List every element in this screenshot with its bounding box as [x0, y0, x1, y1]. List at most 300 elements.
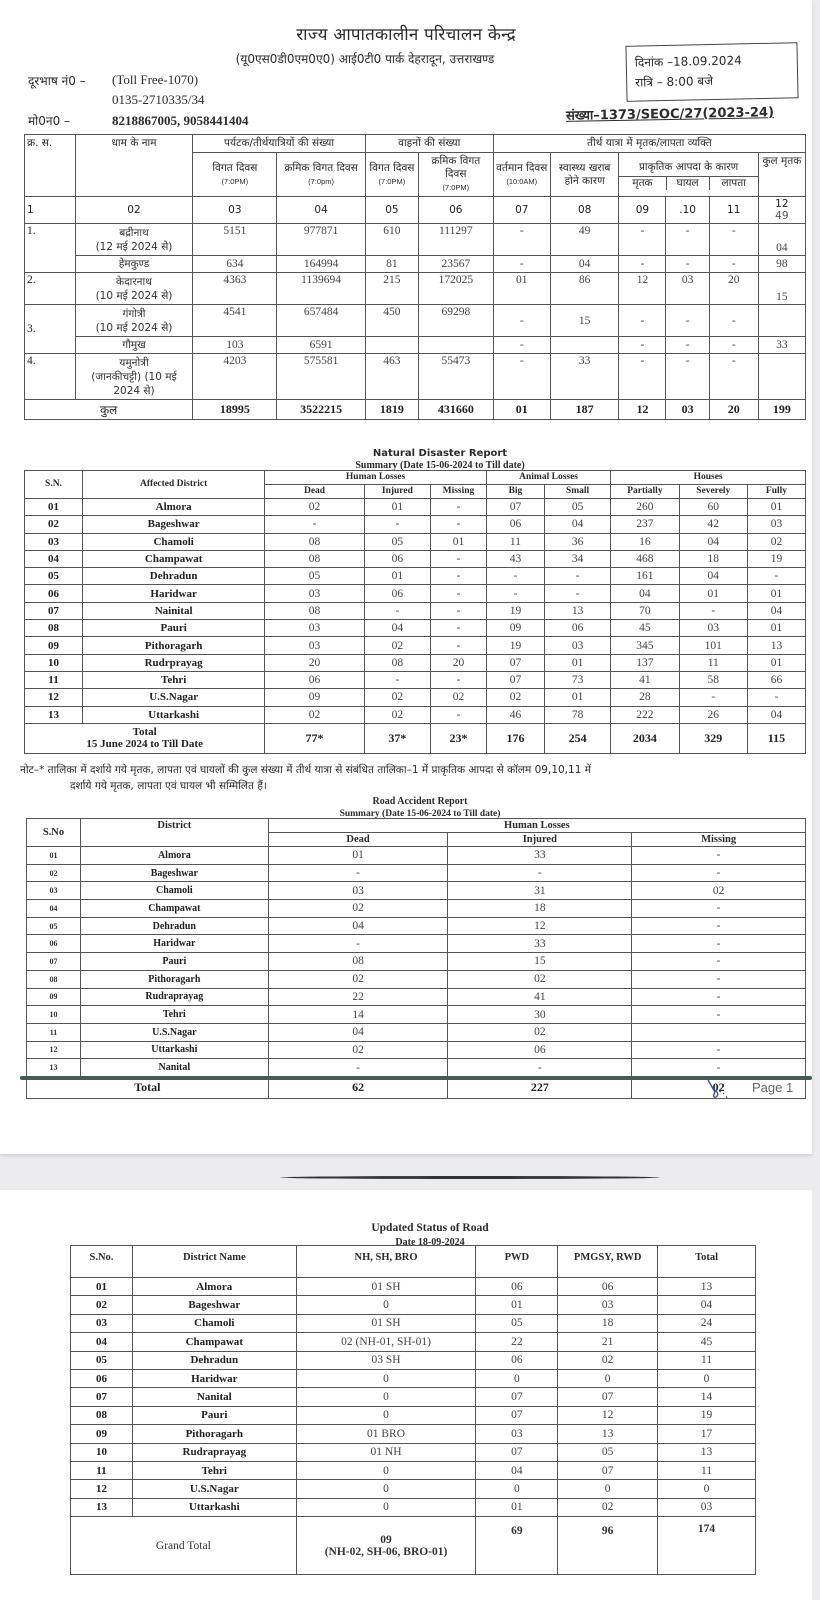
total-cell: 62 [268, 1076, 448, 1098]
cell: 15 [758, 273, 805, 305]
header-total-dead: कुल मृतक [758, 153, 805, 197]
header-vehicles: वाहनों की संख्या [365, 135, 493, 153]
injured-cell: - [364, 602, 430, 619]
total-cell: 1819 [365, 400, 418, 420]
cell: 4541 [193, 305, 277, 337]
nh-cell: 0 [296, 1480, 476, 1498]
total-row [25, 400, 806, 420]
sno-cell: 08 [27, 970, 81, 988]
road-accident-subtitle: Summary (Date 15-06-2024 to Till date) [339, 809, 501, 819]
sno-cell: 11 [71, 1461, 133, 1479]
sno-cell: 11 [27, 1023, 81, 1041]
index-cell: 08 [550, 197, 619, 224]
dead-cell: 03 [265, 620, 364, 637]
district-cell: Pithoragarh [132, 1425, 296, 1443]
dead-cell: 08 [265, 550, 364, 567]
total-row [71, 1517, 756, 1575]
table-row [25, 620, 806, 637]
partially-cell: 45 [611, 620, 679, 637]
nh-cell: 01 SH [296, 1278, 476, 1296]
sn-cell: 13 [25, 706, 83, 723]
road-status-table [70, 1245, 756, 1575]
missing-cell: - [632, 1059, 806, 1077]
index-cell: 07 [493, 197, 550, 224]
district-cell: Tehri [132, 1461, 296, 1479]
missing-cell: 02 [632, 882, 806, 900]
district-cell: U.S.Nagar [132, 1480, 296, 1498]
dead-cell: 02 [268, 1041, 448, 1059]
missing-cell: - [431, 671, 487, 688]
pmgsy-cell: 0 [558, 1480, 658, 1498]
total-label: कुल [25, 400, 193, 420]
nh-cell: 0 [296, 1369, 476, 1387]
cell: 33 [550, 354, 619, 400]
district-cell: Chamoli [80, 882, 268, 900]
small-cell: 78 [544, 706, 610, 723]
cell: - [709, 305, 758, 337]
cell: 103 [193, 337, 277, 354]
header-missing: Missing [431, 485, 487, 499]
row-sno: 2. [25, 273, 76, 305]
missing-cell: 20 [431, 654, 487, 671]
fully-cell: 03 [747, 516, 805, 533]
header-big: Big [486, 485, 544, 499]
severely-cell: 58 [679, 671, 747, 688]
sn-cell: 04 [25, 550, 83, 567]
big-cell: 46 [486, 706, 544, 723]
table-row [27, 900, 806, 918]
sn-cell: 01 [25, 499, 83, 516]
row-sno: 4. [25, 354, 76, 400]
header-pilgrims: पर्यटक/तीर्थयात्रियों की संख्या [193, 135, 366, 153]
table-row [71, 1443, 756, 1461]
total-cell: 23* [431, 723, 487, 753]
small-cell: 06 [544, 620, 610, 637]
missing-cell: - [431, 706, 487, 723]
pwd-cell: 06 [476, 1351, 558, 1369]
header-dead-missing: तीर्थ यात्रा में मृतक/लापता व्यक्ति [493, 135, 805, 153]
table-row [25, 585, 806, 602]
sn-cell: 02 [25, 516, 83, 533]
table-row [27, 1041, 806, 1059]
district-cell: Pithoragarh [83, 637, 265, 654]
table-row [71, 1296, 756, 1314]
fully-cell: - [747, 689, 805, 706]
total-cell: 24 [658, 1314, 756, 1332]
mobile-label: मो0न0 – [28, 114, 71, 128]
big-cell: 19 [486, 602, 544, 619]
row-sno: 1. [25, 224, 76, 273]
sno-cell: 10 [27, 1006, 81, 1024]
cell: - [709, 224, 758, 256]
sno-cell: 03 [27, 882, 81, 900]
table-row [27, 864, 806, 882]
dead-cell: - [268, 864, 448, 882]
district-cell: Champawat [132, 1333, 296, 1351]
district-cell: Bageshwar [83, 516, 265, 533]
injured-cell: 02 [364, 637, 430, 654]
fully-cell: 01 [747, 585, 805, 602]
header-partially: Partially [611, 485, 679, 499]
index-cell: 02 [75, 197, 193, 224]
table-row [25, 273, 806, 305]
page-footer-rule [20, 1076, 812, 1080]
pmgsy-cell: 21 [558, 1333, 658, 1351]
cell: 49 [550, 224, 619, 256]
total-row [25, 723, 806, 753]
index-cell: 11 [709, 197, 758, 224]
injured-cell: 05 [364, 533, 430, 550]
header-severely: Severely [679, 485, 747, 499]
sno-cell: 04 [27, 900, 81, 918]
missing-cell: 02 [431, 689, 487, 706]
header-veh-cumulative: क्रमिक विगत दिवस (7:0PM) [418, 153, 493, 197]
total-cell: 0 [658, 1480, 756, 1498]
header-pwd: PWD [476, 1246, 558, 1278]
index-cell: 06 [418, 197, 493, 224]
total-cell: 03 [666, 400, 709, 420]
dham-name: हेमकुण्ड [75, 256, 193, 273]
pmgsy-cell: 0 [558, 1369, 658, 1387]
cell: - [493, 256, 550, 273]
injured-cell: 18 [448, 900, 632, 918]
big-cell: 09 [486, 620, 544, 637]
yatra-table [24, 134, 806, 420]
index-cell: 04 [277, 197, 365, 224]
sno-cell: 07 [27, 953, 81, 971]
table-row [71, 1498, 756, 1516]
missing-cell: - [632, 917, 806, 935]
nh-cell: 0 [296, 1461, 476, 1479]
total-cell: 18995 [193, 400, 277, 420]
district-cell: Rudraprayag [80, 988, 268, 1006]
index-cell: 05 [365, 197, 418, 224]
district-cell: Almora [132, 1278, 296, 1296]
total-cell: 96 [558, 1517, 658, 1575]
header-dead: Dead [268, 833, 448, 847]
sno-cell: 09 [27, 988, 81, 1006]
header-veh-prev-day: विगत दिवस (7:0PM) [365, 153, 418, 197]
missing-cell: - [632, 935, 806, 953]
district-cell: Rudrprayag [83, 654, 265, 671]
total-cell: 11 [658, 1351, 756, 1369]
table-row [25, 602, 806, 619]
cell: - [493, 305, 550, 337]
sno-cell: 01 [71, 1278, 133, 1296]
table-row [71, 1278, 756, 1296]
fully-cell: 19 [747, 550, 805, 567]
cell [550, 337, 619, 354]
total-cell: 02 [632, 1076, 806, 1098]
district-cell: Nainital [83, 602, 265, 619]
table-row [27, 988, 806, 1006]
small-cell: - [544, 585, 610, 602]
small-cell: - [544, 568, 610, 585]
severely-cell: 01 [679, 585, 747, 602]
district-cell: Pauri [80, 953, 268, 971]
road-status-title: Updated Status of Road [371, 1222, 489, 1234]
injured-cell: - [448, 864, 632, 882]
cell: 6591 [277, 337, 365, 354]
table-row [71, 1480, 756, 1498]
district-cell: Haridwar [80, 935, 268, 953]
severely-cell: - [679, 689, 747, 706]
total-cell: 12 [619, 400, 666, 420]
missing-cell: - [632, 1006, 806, 1024]
cell: - [666, 337, 709, 354]
natural-disaster-table [24, 470, 806, 754]
footnote-line: दर्शाये गये मृतक, लापता एवं घायल भी सम्मिलित हैं। [70, 780, 267, 792]
severely-cell: 11 [679, 654, 747, 671]
cell: 15 [550, 305, 619, 337]
table-row [25, 224, 806, 256]
total-cell: 69 [476, 1517, 558, 1575]
big-cell: 07 [486, 671, 544, 688]
sn-cell: 12 [25, 689, 83, 706]
dead-cell: 08 [268, 953, 448, 971]
small-cell: 13 [544, 602, 610, 619]
cell [365, 337, 418, 354]
severely-cell: 101 [679, 637, 747, 654]
header-dham: धाम के नाम [75, 135, 193, 197]
pwd-cell: 04 [476, 1461, 558, 1479]
total-label: Total 15 June 2024 to Till Date [25, 723, 265, 753]
sn-cell: 03 [25, 533, 83, 550]
sno-cell: 05 [71, 1351, 133, 1369]
cell: 81 [365, 256, 418, 273]
big-cell: 07 [486, 654, 544, 671]
cell: - [493, 224, 550, 256]
table-row [25, 706, 806, 723]
pmgsy-cell: 02 [558, 1498, 658, 1516]
district-cell: Almora [83, 499, 265, 516]
dead-cell: - [265, 516, 364, 533]
district-cell: Haridwar [132, 1369, 296, 1387]
district-cell: Chamoli [132, 1314, 296, 1332]
big-cell: 19 [486, 637, 544, 654]
cell [758, 354, 805, 400]
phone-label: दूरभाष नं0 – [28, 74, 86, 88]
header-missing: Missing [632, 833, 806, 847]
cell: - [619, 354, 666, 400]
injured-cell: 31 [448, 882, 632, 900]
header-injured: Injured [364, 485, 430, 499]
total-cell: 199 [758, 400, 805, 420]
district-cell: Pauri [83, 620, 265, 637]
table-row [71, 1351, 756, 1369]
header-houses: Houses [611, 471, 806, 485]
report-time: रात्रि – 8:00 बजे [635, 73, 714, 90]
road-accident-title: Road Accident Report [372, 796, 468, 807]
partially-cell: 161 [611, 568, 679, 585]
total-cell: 176 [486, 723, 544, 753]
table-row [25, 637, 806, 654]
cell [758, 305, 805, 337]
injured-cell: 02 [448, 970, 632, 988]
dead-cell: 04 [268, 917, 448, 935]
partially-cell: 137 [611, 654, 679, 671]
sn-cell: 06 [25, 585, 83, 602]
missing-cell: - [431, 568, 487, 585]
fully-cell: 01 [747, 499, 805, 516]
pwd-cell: 07 [476, 1406, 558, 1424]
cell: - [709, 354, 758, 400]
small-cell: 05 [544, 499, 610, 516]
pwd-cell: 01 [476, 1498, 558, 1516]
missing-cell [632, 1023, 806, 1041]
nh-cell: 0 [296, 1406, 476, 1424]
injured-cell: 01 [364, 499, 430, 516]
cell: - [709, 256, 758, 273]
severely-cell: 03 [679, 620, 747, 637]
sn-cell: 08 [25, 620, 83, 637]
injured-cell: 33 [448, 935, 632, 953]
injured-cell: 33 [448, 847, 632, 865]
cell: - [493, 337, 550, 354]
header-district: District [80, 819, 268, 847]
cell: - [666, 305, 709, 337]
phone-number: 0135-2710335/34 [112, 92, 205, 107]
injured-cell: 02 [364, 689, 430, 706]
header-current-day: वर्तमान दिवस (10:0AM) [493, 153, 550, 197]
missing-cell: - [632, 864, 806, 882]
dead-cell: 03 [265, 585, 364, 602]
big-cell: 11 [486, 533, 544, 550]
dead-cell: 02 [265, 499, 364, 516]
severely-cell: 60 [679, 499, 747, 516]
injured-cell: 06 [448, 1041, 632, 1059]
sn-cell: 05 [25, 568, 83, 585]
cell: 04 [550, 256, 619, 273]
small-cell: 34 [544, 550, 610, 567]
cell: 12 [619, 273, 666, 305]
cell: - [709, 337, 758, 354]
pwd-cell: 07 [476, 1388, 558, 1406]
table-row [27, 917, 806, 935]
injured-cell: 08 [364, 654, 430, 671]
cell: - [619, 224, 666, 256]
sno-cell: 06 [27, 935, 81, 953]
toll-free-number: (Toll Free-1070) [112, 72, 199, 87]
cell: - [666, 256, 709, 273]
table-row [25, 550, 806, 567]
cell: 55473 [418, 354, 493, 400]
header-natural: प्राकृतिक आपदा के कारण मृतक घायल लापता [619, 153, 758, 197]
dead-cell: 03 [265, 637, 364, 654]
injured-cell: 04 [364, 620, 430, 637]
pmgsy-cell: 18 [558, 1314, 658, 1332]
district-cell: Champawat [80, 900, 268, 918]
cell: 4363 [193, 273, 277, 305]
header-missing: लापता [721, 177, 746, 189]
table-row [71, 1333, 756, 1351]
missing-cell: - [431, 585, 487, 602]
cell: - [619, 337, 666, 354]
missing-cell: - [632, 847, 806, 865]
fully-cell: 04 [747, 602, 805, 619]
table-row [25, 256, 806, 273]
cell: 01 [493, 273, 550, 305]
fully-cell: 02 [747, 533, 805, 550]
header-prev-day: विगत दिवस (7:0PM) [193, 153, 277, 197]
nh-cell: 01 BRO [296, 1425, 476, 1443]
header-dead: Dead [265, 485, 364, 499]
page-number: Page 1 [752, 1080, 794, 1095]
district-cell: U.S.Nagar [80, 1023, 268, 1041]
table-row [71, 1314, 756, 1332]
table-row [27, 882, 806, 900]
big-cell: 43 [486, 550, 544, 567]
severely-cell: 18 [679, 550, 747, 567]
total-cell: 77* [265, 723, 364, 753]
road-status-date: Date 18-09-2024 [395, 1237, 465, 1248]
table-row [27, 1006, 806, 1024]
dead-cell: 08 [265, 602, 364, 619]
table-row [25, 305, 806, 337]
severely-cell: 04 [679, 533, 747, 550]
total-label: Total [27, 1076, 269, 1098]
total-cell: 13 [658, 1278, 756, 1296]
missing-cell: - [431, 620, 487, 637]
total-cell: 04 [658, 1296, 756, 1314]
table-row [25, 516, 806, 533]
total-cell: 227 [448, 1076, 632, 1098]
fully-cell: 66 [747, 671, 805, 688]
dham-name: गौमुख [75, 337, 193, 354]
district-cell: Tehri [83, 671, 265, 688]
dead-cell: 04 [268, 1023, 448, 1041]
header-cumulative: क्रमिक विगत दिवस (7:0pm) [277, 153, 365, 197]
cell: - [619, 305, 666, 337]
cell: 610 [365, 224, 418, 256]
district-cell: Chamoli [83, 533, 265, 550]
cell: - [666, 224, 709, 256]
table-row [27, 970, 806, 988]
partially-cell: 04 [611, 585, 679, 602]
pwd-cell: 03 [476, 1425, 558, 1443]
injured-cell: 15 [448, 953, 632, 971]
dead-cell: 06 [265, 671, 364, 688]
dead-cell: 14 [268, 1006, 448, 1024]
cell: 575581 [277, 354, 365, 400]
natural-disaster-subtitle: Summary (Date 15-06-2024 to Till date) [355, 460, 525, 471]
pmgsy-cell: 06 [558, 1278, 658, 1296]
total-cell: 03 [658, 1498, 756, 1516]
total-cell: 14 [658, 1388, 756, 1406]
small-cell: 03 [544, 637, 610, 654]
table-row [25, 499, 806, 516]
footnote [20, 762, 800, 794]
header-district: District Name [132, 1246, 296, 1278]
missing-cell: - [632, 988, 806, 1006]
table-row [71, 1425, 756, 1443]
table-row [71, 1461, 756, 1479]
total-cell: 115 [747, 723, 805, 753]
table-row [71, 1388, 756, 1406]
index-cell: 12 49 [758, 197, 805, 224]
index-cell: 1 [25, 197, 76, 224]
small-cell: 01 [544, 654, 610, 671]
missing-cell: 01 [431, 533, 487, 550]
dham-name: केदारनाथ (10 मई 2024 से) [75, 273, 193, 305]
cell: - [666, 354, 709, 400]
header-pmgsy-rwd: PMGSY, RWD [558, 1246, 658, 1278]
reference-number: संख्या–1373/SEOC/27(2023-24) [565, 105, 775, 124]
header-district: Affected District [83, 471, 265, 499]
district-cell: Bageshwar [132, 1296, 296, 1314]
dead-cell: 02 [268, 900, 448, 918]
pwd-cell: 05 [476, 1314, 558, 1332]
